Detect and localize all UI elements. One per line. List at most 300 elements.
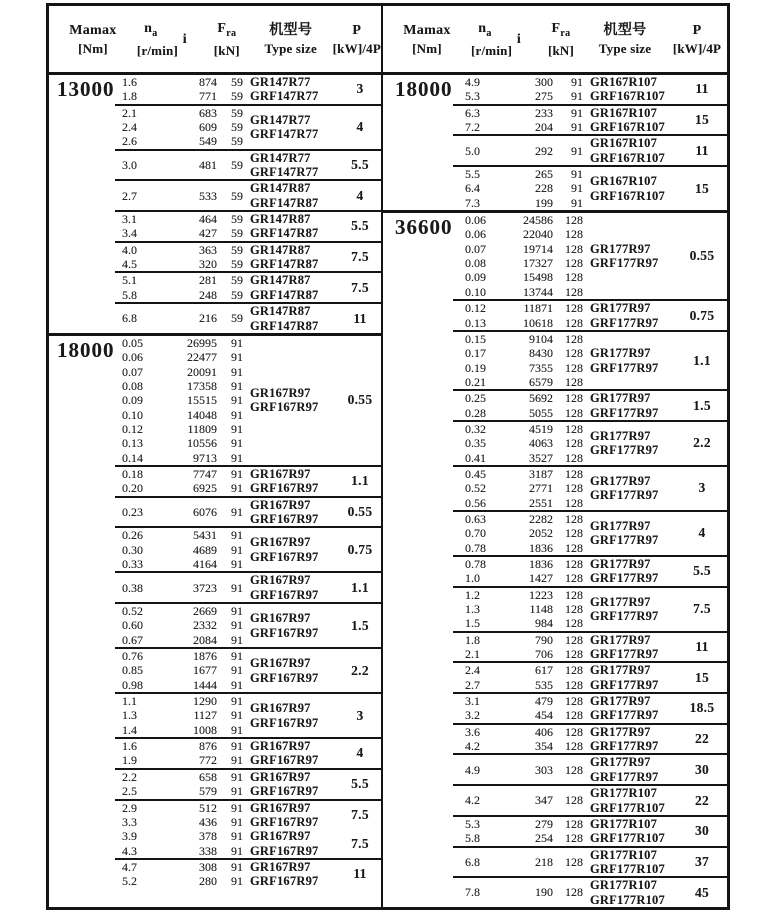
p-value: 4 — [356, 119, 364, 135]
fra-column — [553, 136, 583, 165]
fra-value: 91 — [231, 694, 243, 709]
i-value: 772 — [199, 753, 217, 768]
na-value: 2.6 — [115, 134, 149, 148]
na-int-part: 1 — [122, 89, 128, 104]
type-column — [243, 528, 339, 571]
left-table-body — [49, 75, 381, 907]
na-value: 1.5 — [453, 616, 487, 630]
i-value: 15498 — [523, 270, 553, 285]
fra-value: 91 — [231, 407, 243, 422]
header-unit: [kN] — [547, 43, 575, 59]
fra-value: 128 — [565, 495, 583, 510]
na-int-part: 0 — [122, 335, 128, 350]
i-value: 1836 — [529, 540, 553, 555]
fra-value: 128 — [565, 602, 583, 617]
type-size: GR167R97 — [250, 535, 311, 550]
na-int-part: 1 — [465, 616, 471, 631]
i-value: 658 — [199, 769, 217, 784]
na-int-part: 5 — [122, 273, 128, 288]
i-value: 3527 — [529, 450, 553, 465]
na-column — [453, 301, 487, 330]
i-column — [149, 273, 217, 302]
spec-block — [115, 212, 381, 241]
type-size: GRF177R97 — [590, 571, 659, 586]
header-sub: ra — [226, 27, 237, 39]
fra-column — [553, 588, 583, 631]
na-column — [115, 739, 149, 768]
spec-block — [453, 75, 727, 104]
spec-group — [453, 330, 727, 389]
fra-column — [217, 801, 243, 830]
spec-block — [115, 573, 381, 602]
fra-value: 59 — [231, 105, 243, 120]
spec-group — [115, 210, 381, 241]
na-value: 0.76 — [115, 649, 149, 663]
i-column — [149, 336, 217, 465]
spec-block — [453, 557, 727, 586]
na-int-part: 0 — [465, 315, 471, 330]
type-column — [583, 848, 677, 877]
type-column — [583, 878, 677, 907]
na-column — [453, 588, 487, 631]
na-int-part: 0 — [122, 393, 128, 408]
fra-value: 91 — [231, 364, 243, 379]
i-column — [487, 633, 553, 662]
spec-block — [453, 301, 727, 330]
na-value: 6.3 — [453, 106, 487, 120]
type-column — [583, 422, 677, 465]
p-column — [677, 301, 727, 330]
na-int-part: 3 — [465, 708, 471, 723]
p-column — [677, 755, 727, 784]
p-value: 0.75 — [689, 307, 715, 323]
p-column — [677, 694, 727, 723]
spec-group — [453, 299, 727, 330]
header-fra — [539, 19, 583, 60]
type-size: GR177R97 — [590, 346, 651, 361]
type-size: GR177R107 — [590, 847, 658, 862]
type-column — [583, 512, 677, 555]
i-value: 22040 — [523, 227, 553, 242]
na-value: 5.0 — [453, 144, 487, 158]
na-int-part: 4 — [122, 859, 128, 874]
i-value: 1444 — [193, 677, 217, 692]
na-value: 1.9 — [115, 753, 149, 767]
fra-value: 128 — [565, 270, 583, 285]
fra-value: 91 — [231, 753, 243, 768]
header-label: 机型号 — [269, 23, 313, 38]
type-size: GR167R97 — [250, 573, 311, 588]
spec-block — [453, 332, 727, 389]
p-column — [339, 181, 381, 210]
fra-column — [217, 573, 243, 602]
na-value: 0.78 — [453, 557, 487, 571]
fra-value: 91 — [231, 504, 243, 519]
spec-group — [453, 876, 727, 907]
i-column — [149, 770, 217, 799]
spec-block — [453, 588, 727, 631]
i-value: 436 — [199, 814, 217, 829]
na-int-part: 0 — [465, 466, 471, 481]
na-int-part: 4 — [122, 257, 128, 272]
i-column — [487, 694, 553, 723]
na-value: 0.06 — [453, 227, 487, 241]
p-column — [677, 136, 727, 165]
na-int-part: 0 — [122, 481, 128, 496]
type-column — [243, 336, 339, 465]
i-column — [487, 512, 553, 555]
i-column — [487, 136, 553, 165]
na-int-part: 0 — [465, 241, 471, 256]
p-column — [339, 694, 381, 737]
na-column — [115, 304, 149, 333]
fra-column — [553, 213, 583, 299]
p-column — [677, 422, 727, 465]
na-int-part: 7 — [465, 195, 471, 210]
na-column — [115, 181, 149, 210]
na-int-part: 4 — [465, 793, 471, 808]
p-column — [677, 512, 727, 555]
i-value: 17358 — [187, 378, 217, 393]
type-size: GRF167R97 — [250, 670, 319, 685]
i-value: 4519 — [529, 421, 553, 436]
p-column — [339, 573, 381, 602]
fra-value: 91 — [231, 466, 243, 481]
na-int-part: 3 — [122, 157, 128, 172]
i-value: 8430 — [529, 346, 553, 361]
type-column — [583, 694, 677, 723]
na-value: 0.07 — [115, 365, 149, 379]
type-column — [583, 301, 677, 330]
fra-value: 128 — [565, 694, 583, 709]
i-value: 1876 — [193, 649, 217, 664]
type-size: GR147R87 — [250, 181, 311, 196]
spec-block — [115, 106, 381, 149]
na-value: 1.3 — [453, 602, 487, 616]
i-column — [487, 817, 553, 846]
type-column — [243, 467, 339, 496]
na-value: 0.12 — [115, 422, 149, 436]
na-value: 5.3 — [453, 89, 487, 103]
i-value: 2669 — [193, 604, 217, 619]
fra-value: 91 — [231, 393, 243, 408]
type-column — [583, 136, 677, 165]
na-value: 1.8 — [453, 633, 487, 647]
fra-value: 128 — [565, 739, 583, 754]
na-int-part: 2 — [122, 134, 128, 149]
i-value: 303 — [535, 762, 553, 777]
type-size: GRF147R77 — [250, 165, 319, 180]
na-int-part: 1 — [122, 708, 128, 723]
na-column — [453, 106, 487, 135]
type-size: GRF167R97 — [250, 587, 319, 602]
i-column — [149, 151, 217, 180]
header-unit: [Nm] — [78, 41, 108, 56]
p-column — [677, 663, 727, 692]
fra-value: 59 — [231, 134, 243, 149]
p-column — [677, 588, 727, 631]
p-value: 7.5 — [351, 806, 369, 822]
i-column — [487, 557, 553, 586]
spec-group — [453, 631, 727, 662]
na-int-part: 4 — [122, 242, 128, 257]
type-size: GRF147R87 — [250, 195, 319, 210]
i-value: 771 — [199, 89, 217, 104]
fra-value: 91 — [571, 105, 583, 120]
na-column — [453, 75, 487, 104]
fra-value: 128 — [565, 526, 583, 541]
fra-value: 91 — [231, 481, 243, 496]
na-value: 0.78 — [453, 541, 487, 555]
fra-column — [553, 817, 583, 846]
i-value: 292 — [535, 143, 553, 158]
right-table-header — [383, 6, 727, 75]
fra-column — [553, 422, 583, 465]
i-value: 281 — [199, 273, 217, 288]
fra-column — [553, 467, 583, 510]
spec-group — [453, 465, 727, 510]
na-value: 4.7 — [115, 860, 149, 874]
fra-value: 91 — [231, 677, 243, 692]
p-column — [339, 498, 381, 527]
type-column — [243, 212, 339, 241]
p-column — [339, 770, 381, 799]
type-column — [583, 557, 677, 586]
type-size: GRF177R97 — [590, 609, 659, 624]
fra-value: 59 — [231, 75, 243, 89]
p-value: 37 — [694, 853, 710, 869]
fra-column — [217, 498, 243, 527]
na-int-part: 4 — [122, 843, 128, 858]
spec-block — [115, 801, 381, 830]
i-value: 216 — [199, 311, 217, 326]
na-int-part: 0 — [465, 405, 471, 420]
spec-block — [453, 694, 727, 723]
na-value: 4.9 — [453, 75, 487, 89]
fra-column — [553, 557, 583, 586]
i-value: 2332 — [193, 618, 217, 633]
na-column — [115, 498, 149, 527]
na-value: 0.09 — [453, 270, 487, 284]
fra-value: 128 — [565, 831, 583, 846]
fra-column — [553, 301, 583, 330]
na-value: 3.2 — [453, 708, 487, 722]
i-value: 706 — [535, 647, 553, 662]
na-value: 3.9 — [115, 829, 149, 843]
na-value: 0.06 — [453, 213, 487, 227]
type-column — [243, 770, 339, 799]
type-size: GRF177R97 — [590, 443, 659, 458]
na-value: 2.7 — [453, 678, 487, 692]
header-label: Mamax — [403, 23, 451, 38]
mamax-value: 13000 — [57, 77, 115, 101]
p-value: 7.5 — [351, 835, 369, 851]
i-column — [487, 213, 553, 299]
na-int-part: 5 — [122, 287, 128, 302]
type-column — [243, 151, 339, 180]
type-size: GRF177R97 — [590, 708, 659, 723]
na-value: 0.14 — [115, 451, 149, 465]
i-value: 378 — [199, 829, 217, 844]
fra-value: 128 — [565, 793, 583, 808]
na-int-part: 0 — [465, 331, 471, 346]
fra-value: 59 — [231, 287, 243, 302]
i-column — [487, 663, 553, 692]
na-int-part: 1 — [122, 722, 128, 737]
fra-value: 128 — [565, 616, 583, 631]
type-column — [243, 739, 339, 768]
header-mamax — [383, 21, 471, 57]
spec-block — [115, 151, 381, 180]
mamax-value: 18000 — [395, 77, 453, 101]
p-column — [677, 75, 727, 104]
type-column — [583, 332, 677, 389]
spec-group — [115, 526, 381, 571]
na-column — [115, 528, 149, 571]
na-value: 6.8 — [115, 311, 149, 325]
fra-column — [553, 878, 583, 907]
p-column — [677, 391, 727, 420]
type-size: GR167R97 — [250, 859, 311, 874]
na-value: 5.1 — [115, 273, 149, 287]
spec-group — [115, 302, 381, 333]
group-list — [453, 213, 727, 907]
na-int-part: 0 — [122, 649, 128, 664]
na-value: 0.08 — [453, 256, 487, 270]
na-value: 3.3 — [115, 815, 149, 829]
i-value: 308 — [199, 859, 217, 874]
na-value: 5.8 — [115, 288, 149, 302]
na-int-part: 1 — [465, 602, 471, 617]
type-size: GR167R97 — [250, 656, 311, 671]
i-value: 13744 — [523, 284, 553, 299]
fra-value: 91 — [231, 769, 243, 784]
fra-value: 128 — [565, 677, 583, 692]
i-column — [149, 106, 217, 149]
na-int-part: 4 — [465, 739, 471, 754]
type-column — [583, 167, 677, 210]
fra-column — [217, 181, 243, 210]
p-value: 30 — [694, 823, 710, 839]
na-int-part: 0 — [465, 511, 471, 526]
p-value: 1.1 — [351, 579, 369, 595]
type-size: GR147R87 — [250, 212, 311, 227]
na-value: 2.9 — [115, 801, 149, 815]
fra-value: 91 — [231, 874, 243, 889]
type-size: GR177R97 — [590, 301, 651, 316]
na-int-part: 0 — [465, 495, 471, 510]
type-column — [243, 860, 339, 889]
p-value: 11 — [353, 310, 367, 326]
spec-block — [453, 136, 727, 165]
na-int-part: 0 — [465, 301, 471, 316]
i-column — [149, 181, 217, 210]
type-size: GRF167R107 — [590, 150, 665, 165]
type-size: GR147R77 — [250, 150, 311, 165]
type-column — [243, 304, 339, 333]
fra-value: 128 — [565, 762, 583, 777]
p-column — [339, 604, 381, 647]
spec-group — [115, 241, 381, 272]
i-value: 512 — [199, 800, 217, 815]
i-value: 406 — [535, 724, 553, 739]
i-column — [149, 467, 217, 496]
p-column — [339, 739, 381, 768]
type-size: GR177R97 — [590, 474, 651, 489]
p-value: 45 — [694, 884, 710, 900]
type-column — [583, 663, 677, 692]
header-unit: [r/min] — [136, 43, 178, 59]
mamax-value: 18000 — [57, 337, 115, 362]
p-value: 18.5 — [689, 700, 715, 716]
na-value: 1.6 — [115, 75, 149, 89]
fra-column — [217, 243, 243, 272]
na-column — [115, 75, 149, 104]
fra-value: 128 — [565, 511, 583, 526]
na-int-part: 6 — [122, 311, 128, 326]
type-size: GR177R97 — [590, 694, 651, 709]
type-size: GRF177R97 — [590, 315, 659, 330]
fra-column — [217, 694, 243, 737]
header-label: P — [692, 23, 702, 38]
na-int-part: 2 — [465, 663, 471, 678]
fra-column — [553, 633, 583, 662]
p-value: 3 — [698, 480, 706, 496]
na-column — [115, 106, 149, 149]
fra-value: 59 — [231, 188, 243, 203]
i-column — [487, 755, 553, 784]
na-int-part: 0 — [122, 618, 128, 633]
i-value: 248 — [199, 287, 217, 302]
na-column — [115, 336, 149, 465]
na-int-part: 0 — [465, 360, 471, 375]
fra-value: 91 — [231, 632, 243, 647]
type-size: GR147R87 — [250, 273, 311, 288]
na-value: 0.52 — [453, 481, 487, 495]
na-int-part: 0 — [122, 677, 128, 692]
type-size: GRF167R97 — [250, 549, 319, 564]
fra-value: 91 — [571, 167, 583, 182]
na-int-part: 2 — [122, 120, 128, 135]
fra-value: 128 — [565, 816, 583, 831]
i-value: 609 — [199, 120, 217, 135]
fra-value: 128 — [565, 374, 583, 389]
p-column — [339, 801, 381, 830]
na-value: 0.25 — [453, 391, 487, 405]
p-value: 5.5 — [351, 218, 369, 234]
fra-column — [553, 332, 583, 389]
p-column — [339, 243, 381, 272]
na-int-part: 0 — [465, 374, 471, 389]
i-value: 11809 — [187, 421, 217, 436]
na-column — [115, 467, 149, 496]
p-value: 30 — [694, 761, 710, 777]
na-int-part: 0 — [122, 350, 128, 365]
spec-block — [115, 604, 381, 647]
i-value: 338 — [199, 843, 217, 858]
fra-value: 91 — [231, 421, 243, 436]
na-value: 0.12 — [453, 301, 487, 315]
type-size: GR177R107 — [590, 786, 658, 801]
type-column — [243, 181, 339, 210]
fra-value: 128 — [565, 466, 583, 481]
na-int-part: 1 — [465, 632, 471, 647]
na-column — [453, 633, 487, 662]
fra-value: 91 — [231, 450, 243, 465]
na-int-part: 0 — [465, 284, 471, 299]
p-column — [677, 878, 727, 907]
na-column — [115, 604, 149, 647]
